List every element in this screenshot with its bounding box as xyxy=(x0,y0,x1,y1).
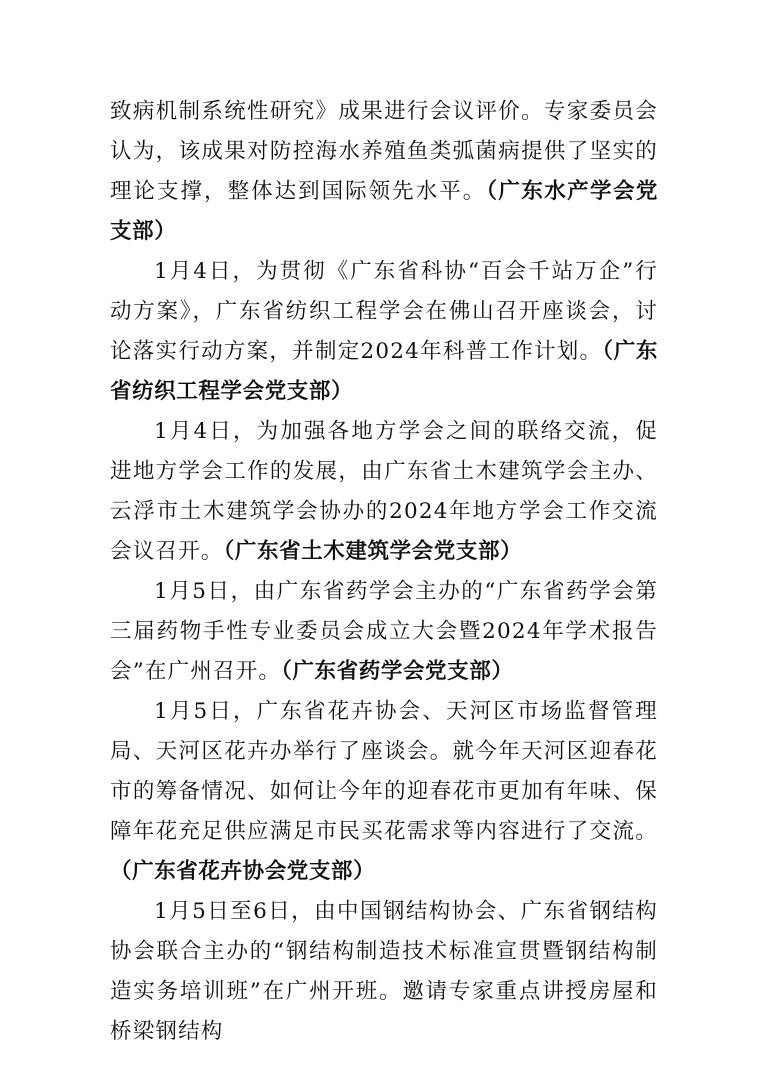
document-body xyxy=(110,92,658,1052)
paragraph-text: 1月5日，广东省花卉协会、天河区市场监督管理局、天河区花卉办举行了座谈会。就今年天河区迎春花市的筹备情况、如何让今年的迎春花市更加有年味、保障年花充足供应满足市民买花需求等内容进行了交流。 xyxy=(110,699,658,844)
paragraph-text: 1月4日，为贯彻《广东省科协“百会千站万企”行动方案》，广东省纺织工程学会在佛山召开座谈会，讨论落实行动方案，并制定2024年科普工作计划。 xyxy=(110,259,658,364)
paragraph-text: 致病机制系统性研究》成果进行会议评价。专家委员会认为，该成果对防控海水养殖鱼类弧菌病提供了坚实的理论支撑，整体达到国际领先水平。 xyxy=(110,99,658,204)
paragraph-3 xyxy=(110,412,658,572)
paragraph-2 xyxy=(110,252,658,412)
paragraph-6 xyxy=(110,892,658,1052)
paragraph-source: （广东省土木建筑学会党支部） xyxy=(223,539,523,564)
paragraph-text: 1月5日至6日，由中国钢结构协会、广东省钢结构协会联合主办的“钢结构制造技术标准宣贯暨钢结构制造实务培训班”在广州开班。邀请专家重点讲授房屋和桥梁钢结构 xyxy=(110,899,658,1044)
paragraph-source: （广东省药学会党支部） xyxy=(281,659,514,684)
paragraph-text: 1月4日，为加强各地方学会之间的联络交流，促进地方学会工作的发展，由广东省土木建筑学会主办、云浮市土木建筑学会协办的2024年地方学会工作交流会议召开。 xyxy=(110,419,658,564)
paragraph-source: （广东省花卉协会党支部） xyxy=(110,859,376,884)
paragraph-text: 1月5日，由广东省药学会主办的“广东省药学会第三届药物手性专业委员会成立大会暨2024年学术报告会”在广州召开。 xyxy=(110,579,658,684)
paragraph-source: （广东省纺织工程学会党支部） xyxy=(110,339,658,404)
paragraph-5 xyxy=(110,692,658,892)
paragraph-source: （广东水产学会党支部） xyxy=(110,179,658,244)
paragraph-4 xyxy=(110,572,658,692)
paragraph-1 xyxy=(110,92,658,252)
